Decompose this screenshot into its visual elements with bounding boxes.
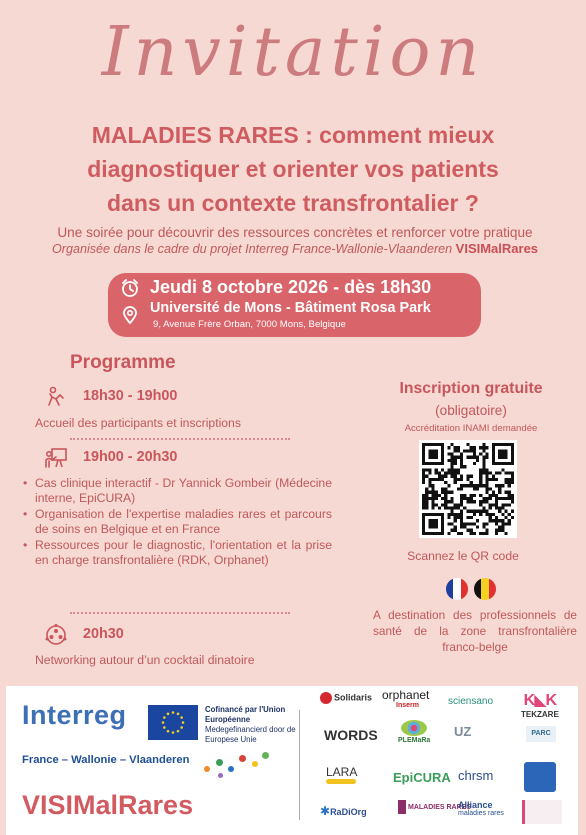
event-title-line-3: dans un contexte transfrontalier ? — [107, 190, 479, 216]
radiorg-star-icon: ✱ — [320, 804, 331, 818]
france-flag-icon — [446, 578, 468, 600]
partners-footer — [6, 686, 578, 835]
footer-divider — [299, 710, 300, 820]
lara-logo-text: LARA — [326, 765, 358, 779]
eu-text-nl: Medegefinancierd door de Europese Unie — [205, 725, 296, 744]
radiorg-logo-text: RaDiOrg — [330, 807, 367, 817]
alliance-logo — [458, 800, 504, 817]
radiorg-logo — [320, 804, 367, 818]
tekzare-logo-text: TEKZARE — [521, 710, 559, 719]
eu-flag-icon — [148, 705, 198, 740]
event-title — [20, 118, 566, 220]
slot-2-time: 19h00 - 20h30 — [83, 449, 178, 465]
words-logo: WORDS — [324, 727, 378, 743]
interreg-logo: Interreg — [22, 700, 127, 730]
divider — [70, 438, 290, 440]
list-item: • Organisation de l'expertise maladies rares et parcours de soins en Belgique et en France — [20, 507, 332, 538]
inscription-required: (obligatoire) — [435, 403, 507, 418]
project-name: VISIMalRares — [455, 241, 539, 256]
subtitle: Une soirée pour découvrir des ressources concrètes et renforcer votre pratique — [57, 225, 533, 240]
uz-logo: UZ — [454, 724, 472, 739]
slot-1-time: 18h30 - 19h00 — [83, 388, 178, 404]
orphanet-logo — [382, 688, 429, 709]
erare-logo-icon — [524, 762, 556, 792]
lara-logo — [326, 765, 357, 784]
event-title-line-2: diagnostiquer et orienter vos patients — [87, 156, 499, 182]
chrsm-logo: chrsm — [458, 768, 494, 783]
alliance-logo-text: Alliance — [458, 800, 493, 810]
scan-instruction: Scannez le QR code — [407, 549, 519, 563]
invitation-heading: Invitation — [101, 13, 485, 92]
plemara-logo-text: PLEMaRa — [398, 737, 431, 744]
maladies-rares-logo-text: MALADIES RARES — [408, 803, 472, 811]
solidaris-logo-text: Solidaris — [334, 692, 373, 703]
event-title-line-1: MALADIES RARES : comment mieux — [91, 122, 495, 148]
presentation-icon — [44, 446, 70, 470]
visimalrares-logo: VISIMalRares — [22, 790, 194, 820]
plemara-logo — [398, 720, 430, 744]
slot-2-items — [20, 476, 332, 568]
belgium-flag-icon — [474, 578, 496, 600]
sciensano-logo: sciensano — [448, 696, 494, 707]
alliance-logo-subtext: maladies rares — [458, 810, 504, 817]
registration-qr-code[interactable] — [419, 440, 517, 538]
epicura-logo: EpiCURA — [393, 770, 451, 785]
clock-icon — [120, 278, 140, 298]
tekzare-logo — [521, 690, 559, 719]
list-item: • Cas clinique interactif - Dr Yannick Gombeir (Médecine interne, EpiCURA) — [20, 476, 332, 507]
eu-cofunding-text — [205, 705, 300, 745]
event-place: Université de Mons - Bâtiment Rosa Park — [150, 300, 431, 316]
accreditation-note: Accréditation INAMI demandée — [404, 423, 538, 434]
list-item: • Ressources pour le diagnostic, l'orientation et la prise en charge transfrontalière (RDK, Orphanet) — [20, 538, 332, 569]
eu-text-fr: Cofinancé par l'Union Européenne — [205, 705, 286, 724]
project-context-text: Organisée dans le cadre du projet Interreg France-Wallonie-Vlaanderen — [51, 242, 453, 256]
event-date: Jeudi 8 octobre 2026 - dès 18h30 — [150, 277, 432, 297]
inserm-logo-text: Inserm — [396, 702, 419, 709]
maladies-rares-mark-icon — [398, 800, 406, 814]
location-pin-icon — [120, 305, 140, 325]
project-context — [6, 241, 584, 257]
parc-logo: PARC — [526, 726, 556, 742]
slot-3-time: 20h30 — [83, 626, 124, 642]
event-info-box — [108, 273, 481, 337]
programme-title: Programme — [70, 352, 176, 373]
programme-regions: France – Wallonie – Vlaanderen — [22, 754, 190, 766]
event-address: 9, Avenue Frère Orban, 7000 Mons, Belgique — [153, 319, 346, 330]
target-audience: A destination des professionnels de santé de la zone transfrontalière franco-belge — [373, 608, 577, 654]
orphanet-logo-text: orphanet — [382, 688, 430, 702]
solidaris-logo — [320, 692, 372, 704]
handicap-logo-icon — [522, 800, 562, 824]
handshake-icon — [44, 385, 70, 409]
divider — [70, 612, 290, 614]
tekzare-mark-icon: K◣K — [523, 692, 557, 709]
lara-swoosh-icon — [326, 779, 356, 784]
slot-1-description: Accueil des participants et inscriptions — [35, 416, 241, 430]
network-icon — [44, 623, 70, 647]
plemara-mark-icon — [401, 720, 427, 736]
inscription-title: Inscription gratuite — [399, 380, 543, 397]
slot-3-description: Networking autour d’un cocktail dinatoire — [35, 653, 255, 667]
